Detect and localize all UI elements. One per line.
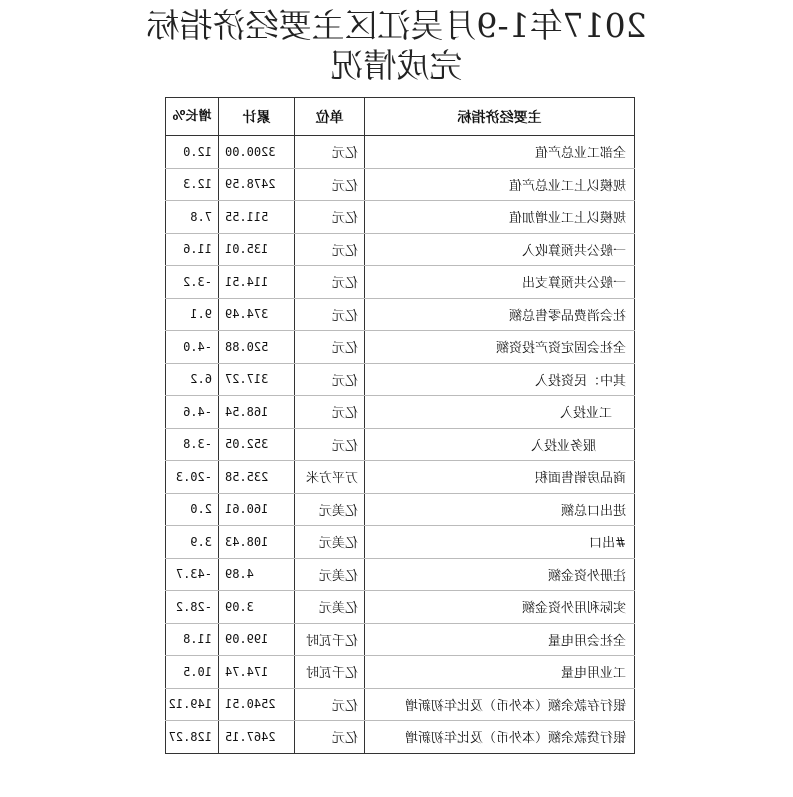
growth-cell: 128.27 (166, 721, 219, 754)
table-row (166, 331, 635, 364)
table-header-row (166, 98, 635, 136)
table-row (166, 591, 635, 624)
indicator-cell: 银行存款余额（本外币）及比年初新增 (365, 688, 635, 721)
header-growth: 增长% (166, 98, 219, 136)
cumulative-cell: 4.89 (219, 558, 295, 591)
cumulative-cell: 374.49 (219, 298, 295, 331)
unit-cell: 亿千瓦时 (295, 656, 365, 689)
unit-cell: 亿元 (295, 688, 365, 721)
cumulative-cell: 2478.59 (219, 168, 295, 201)
growth-cell: -4.0 (166, 331, 219, 364)
table-row (166, 721, 635, 754)
document-title: 2017年1-9月吴江区主要经济指标 (146, 6, 647, 45)
growth-cell: 6.2 (166, 363, 219, 396)
unit-cell: 亿元 (295, 266, 365, 299)
table-row (166, 298, 635, 331)
header-cumulative: 累计 (219, 98, 295, 136)
indicator-cell: 工业投入 (365, 396, 635, 429)
indicator-cell: 其中：民资投入 (365, 363, 635, 396)
indicator-cell: 全部工业总产值 (365, 136, 635, 169)
growth-cell: 11.8 (166, 623, 219, 656)
growth-cell: 7.8 (166, 201, 219, 234)
unit-cell: 亿元 (295, 201, 365, 234)
cumulative-cell: 520.88 (219, 331, 295, 364)
indicator-cell: 服务业投入 (365, 428, 635, 461)
cumulative-cell: 2467.15 (219, 721, 295, 754)
indicator-cell: 一般公共预算支出 (365, 266, 635, 299)
growth-cell: 12.3 (166, 168, 219, 201)
unit-cell: 亿元 (295, 721, 365, 754)
unit-cell: 亿元 (295, 298, 365, 331)
table-row (166, 526, 635, 559)
indicator-cell: 银行贷款余额（本外币）及比年初新增 (365, 721, 635, 754)
indicator-cell: 全社会用电量 (365, 623, 635, 656)
table-row (166, 623, 635, 656)
cumulative-cell: 511.55 (219, 201, 295, 234)
cumulative-cell: 114.51 (219, 266, 295, 299)
table-row (166, 688, 635, 721)
table-row (166, 233, 635, 266)
cumulative-cell: 317.27 (219, 363, 295, 396)
indicator-table (165, 97, 635, 754)
unit-cell: 亿元 (295, 168, 365, 201)
cumulative-cell: 199.09 (219, 623, 295, 656)
growth-cell: -28.2 (166, 591, 219, 624)
unit-cell: 亿元 (295, 428, 365, 461)
cumulative-cell: 168.54 (219, 396, 295, 429)
cumulative-cell: 174.74 (219, 656, 295, 689)
growth-cell: 10.5 (166, 656, 219, 689)
cumulative-cell: 3200.00 (219, 136, 295, 169)
indicator-cell: 全社会固定资产投资额 (365, 331, 635, 364)
indicator-cell: 一般公共预算收入 (365, 233, 635, 266)
table-row (166, 428, 635, 461)
table-row (166, 558, 635, 591)
cumulative-cell: 352.05 (219, 428, 295, 461)
cumulative-cell: 108.43 (219, 526, 295, 559)
growth-cell: -3.2 (166, 266, 219, 299)
indicator-cell: 规模以上工业增加值 (365, 201, 635, 234)
unit-cell: 亿美元 (295, 493, 365, 526)
indicator-cell: #出口 (365, 526, 635, 559)
cumulative-cell: 3.09 (219, 591, 295, 624)
table-row (166, 136, 635, 169)
table-body (166, 136, 635, 754)
indicator-cell: 社会消费品零售总额 (365, 298, 635, 331)
indicator-cell: 商品房销售面积 (365, 461, 635, 494)
header-indicator: 主要经济指标 (365, 98, 635, 136)
table-row (166, 266, 635, 299)
growth-cell: -3.8 (166, 428, 219, 461)
table-row (166, 493, 635, 526)
unit-cell: 亿元 (295, 136, 365, 169)
unit-cell: 亿元 (295, 233, 365, 266)
cumulative-cell: 135.01 (219, 233, 295, 266)
growth-cell: 11.6 (166, 233, 219, 266)
header-unit: 单位 (295, 98, 365, 136)
growth-cell: 12.0 (166, 136, 219, 169)
unit-cell: 万平方米 (295, 461, 365, 494)
indicator-cell: 工业用电量 (365, 656, 635, 689)
document-subtitle: 完成情况 (330, 46, 463, 85)
unit-cell: 亿美元 (295, 558, 365, 591)
indicator-cell: 进出口总额 (365, 493, 635, 526)
indicator-cell: 规模以上工业总产值 (365, 168, 635, 201)
cumulative-cell: 2540.51 (219, 688, 295, 721)
table-row (166, 363, 635, 396)
indicator-cell: 实际利用外资金额 (365, 591, 635, 624)
table-row (166, 461, 635, 494)
unit-cell: 亿千瓦时 (295, 623, 365, 656)
unit-cell: 亿美元 (295, 526, 365, 559)
unit-cell: 亿美元 (295, 591, 365, 624)
unit-cell: 亿元 (295, 396, 365, 429)
cumulative-cell: 160.61 (219, 493, 295, 526)
growth-cell: 3.9 (166, 526, 219, 559)
growth-cell: 9.1 (166, 298, 219, 331)
table-row (166, 168, 635, 201)
table-row (166, 201, 635, 234)
table-row (166, 656, 635, 689)
growth-cell: 149.12 (166, 688, 219, 721)
unit-cell: 亿元 (295, 363, 365, 396)
table-row (166, 396, 635, 429)
indicator-cell: 注册外资金额 (365, 558, 635, 591)
cumulative-cell: 235.58 (219, 461, 295, 494)
growth-cell: -20.3 (166, 461, 219, 494)
growth-cell: -4.6 (166, 396, 219, 429)
growth-cell: 2.0 (166, 493, 219, 526)
unit-cell: 亿元 (295, 331, 365, 364)
growth-cell: -43.7 (166, 558, 219, 591)
